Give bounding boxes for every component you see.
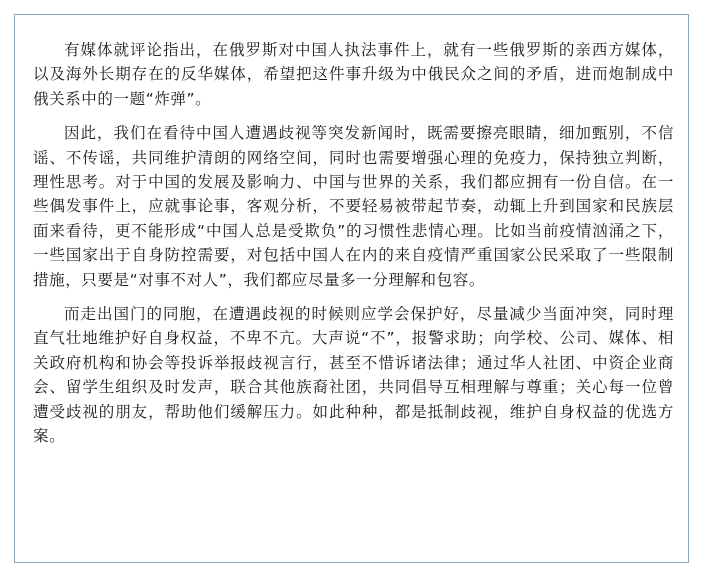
paragraph-1: 有媒体就评论指出，在俄罗斯对中国人执法事件上，就有一些俄罗斯的亲西方媒体，以及海外长期存在的反华媒体，希望把这件事升级为中俄民众之间的矛盾，进而炮制成中俄关系中的一题“炸弹”。 xyxy=(33,41,674,108)
paragraph-3: 而走出国门的同胞，在遭遇歧视的时候则应学会保护好，尽量减少当面冲突，同时理直气壮地维护好自身权益，不卑不亢。大声说“不”，报警求助；向学校、公司、媒体、相关政府机构和协会等投诉举报歧视言行，甚至不惜诉诸法律；通过华人社团、中资企业商会、留学生组织及时发声，联合其他族裔社团，共同倡导互相理解与尊重；关心每一位曾遭受歧视的朋友，帮助他们缓解压力。如此种种，都是抵制歧视，维护自身权益的优选方案。 xyxy=(33,305,674,446)
paragraph-2: 因此，我们在看待中国人遭遇歧视等突发新闻时，既需要擦亮眼睛，细加甄别，不信谣、不传谣，共同维护清朗的网络空间，同时也需要增强心理的免疫力，保持独立判断，理性思考。对于中国的发展及影响力、中国与世界的关系，我们都应拥有一份自信。在一些偶发事件上，应就事论事，客观分析，不要轻易被带起节奏，动辄上升到国家和民族层面来看待，更不能形成“中国人总是受欺负”的习惯性悲情心理。比如当前疫情汹涌之下，一些国家出于自身防控需要，对包括中国人在内的来自疫情严重国家公民采取了一些限制措施，只要是“对事不对人”，我们都应尽量多一分理解和包容。 xyxy=(33,124,674,289)
article-body xyxy=(33,38,674,459)
